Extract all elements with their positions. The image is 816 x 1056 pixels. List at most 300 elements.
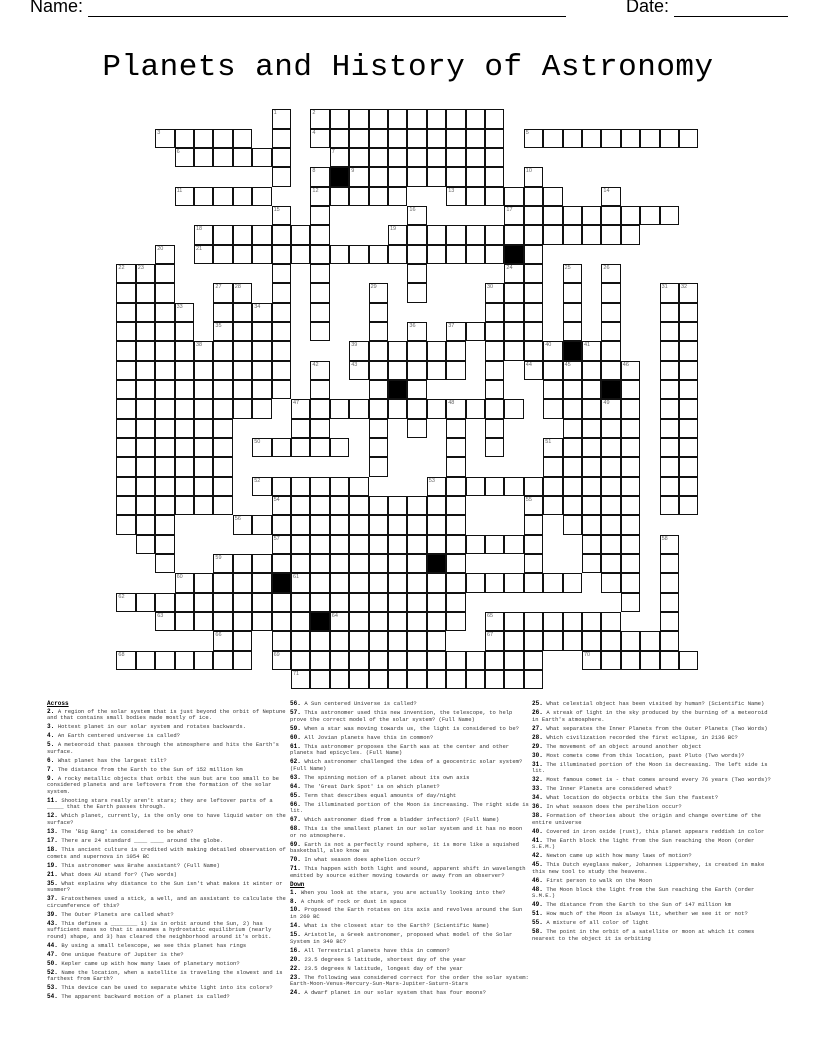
grid-cell[interactable] [466,322,485,341]
grid-cell[interactable] [136,438,155,457]
grid-cell[interactable] [213,457,232,476]
grid-cell[interactable] [485,148,504,167]
grid-cell[interactable] [291,515,310,534]
grid-cell[interactable] [524,515,543,534]
grid-cell[interactable] [213,361,232,380]
grid-cell[interactable] [213,341,232,360]
grid-cell[interactable] [194,651,213,670]
grid-cell[interactable] [291,419,310,438]
grid-cell[interactable] [155,535,174,554]
grid-cell[interactable] [563,206,582,225]
grid-cell[interactable] [446,109,465,128]
grid-cell[interactable] [582,515,601,534]
grid-cell[interactable] [582,631,601,650]
grid-cell[interactable] [272,593,291,612]
grid-cell[interactable] [504,264,523,283]
grid-cell[interactable] [310,129,329,148]
grid-cell[interactable] [252,554,271,573]
grid-cell[interactable] [582,496,601,515]
grid-cell[interactable] [213,225,232,244]
grid-cell[interactable] [330,593,349,612]
grid-cell[interactable] [233,245,252,264]
grid-cell[interactable] [407,341,426,360]
grid-cell[interactable] [563,129,582,148]
grid-cell[interactable] [660,612,679,631]
grid-cell[interactable] [427,651,446,670]
grid-cell[interactable] [213,573,232,592]
grid-cell[interactable] [621,206,640,225]
grid-cell[interactable] [504,225,523,244]
grid-cell[interactable] [660,631,679,650]
grid-cell[interactable] [310,322,329,341]
grid-cell[interactable] [485,283,504,302]
grid-cell[interactable] [233,651,252,670]
grid-cell[interactable] [194,148,213,167]
grid-cell[interactable] [407,322,426,341]
grid-cell[interactable] [233,303,252,322]
grid-cell[interactable] [485,245,504,264]
grid-cell[interactable] [621,631,640,650]
grid-cell[interactable] [175,322,194,341]
grid-cell[interactable] [349,515,368,534]
grid-cell[interactable] [388,670,407,689]
grid-cell[interactable] [233,322,252,341]
grid-cell[interactable] [621,419,640,438]
grid-cell[interactable] [349,245,368,264]
grid-cell[interactable] [310,380,329,399]
grid-cell[interactable] [427,593,446,612]
grid-cell[interactable] [369,399,388,418]
grid-cell[interactable] [175,593,194,612]
grid-cell[interactable] [213,380,232,399]
grid-cell[interactable] [291,612,310,631]
grid-cell[interactable] [330,554,349,573]
grid-cell[interactable] [272,651,291,670]
grid-cell[interactable] [330,129,349,148]
grid-cell[interactable] [427,245,446,264]
grid-cell[interactable] [485,477,504,496]
grid-cell[interactable] [310,438,329,457]
grid-cell[interactable] [504,399,523,418]
grid-cell[interactable] [155,283,174,302]
grid-cell[interactable] [446,573,465,592]
grid-cell[interactable] [310,167,329,186]
grid-cell[interactable] [524,535,543,554]
grid-cell[interactable] [155,593,174,612]
grid-cell[interactable] [446,477,465,496]
grid-cell[interactable] [369,438,388,457]
grid-cell[interactable] [194,573,213,592]
grid-cell[interactable] [679,477,698,496]
grid-cell[interactable] [563,612,582,631]
grid-cell[interactable] [446,438,465,457]
grid-cell[interactable] [194,245,213,264]
grid-cell[interactable] [369,167,388,186]
grid-cell[interactable] [621,573,640,592]
grid-cell[interactable] [349,148,368,167]
grid-cell[interactable] [582,419,601,438]
grid-cell[interactable] [175,438,194,457]
grid-cell[interactable] [427,573,446,592]
grid-cell[interactable] [349,573,368,592]
grid-cell[interactable] [116,457,135,476]
grid-cell[interactable] [349,399,368,418]
grid-cell[interactable] [388,554,407,573]
grid-cell[interactable] [272,515,291,534]
grid-cell[interactable] [543,612,562,631]
grid-cell[interactable] [233,631,252,650]
grid-cell[interactable] [369,109,388,128]
grid-cell[interactable] [155,477,174,496]
grid-cell[interactable] [388,612,407,631]
grid-cell[interactable] [485,535,504,554]
grid-cell[interactable] [640,631,659,650]
grid-cell[interactable] [369,341,388,360]
grid-cell[interactable] [582,380,601,399]
grid-cell[interactable] [466,573,485,592]
grid-cell[interactable] [291,245,310,264]
grid-cell[interactable] [679,399,698,418]
grid-cell[interactable] [310,573,329,592]
grid-cell[interactable] [563,496,582,515]
grid-cell[interactable] [136,496,155,515]
grid-cell[interactable] [504,341,523,360]
grid-cell[interactable] [660,283,679,302]
grid-cell[interactable] [504,477,523,496]
grid-cell[interactable] [563,477,582,496]
grid-cell[interactable] [291,477,310,496]
grid-cell[interactable] [194,438,213,457]
grid-cell[interactable] [485,361,504,380]
grid-cell[interactable] [407,612,426,631]
grid-cell[interactable] [291,496,310,515]
grid-cell[interactable] [272,631,291,650]
grid-cell[interactable] [233,593,252,612]
grid-cell[interactable] [563,515,582,534]
grid-cell[interactable] [504,187,523,206]
grid-cell[interactable] [524,573,543,592]
grid-cell[interactable] [543,187,562,206]
grid-cell[interactable] [582,361,601,380]
grid-cell[interactable] [407,419,426,438]
grid-cell[interactable] [252,303,271,322]
grid-cell[interactable] [601,612,620,631]
grid-cell[interactable] [485,341,504,360]
grid-cell[interactable] [446,245,465,264]
grid-cell[interactable] [291,573,310,592]
grid-cell[interactable] [213,651,232,670]
grid-cell[interactable] [330,148,349,167]
grid-cell[interactable] [543,457,562,476]
grid-cell[interactable] [660,361,679,380]
grid-cell[interactable] [349,554,368,573]
grid-cell[interactable] [175,457,194,476]
grid-cell[interactable] [466,245,485,264]
grid-cell[interactable] [233,554,252,573]
grid-cell[interactable] [213,148,232,167]
grid-cell[interactable] [252,438,271,457]
grid-cell[interactable] [543,341,562,360]
grid-cell[interactable] [213,419,232,438]
grid-cell[interactable] [407,515,426,534]
grid-cell[interactable] [233,148,252,167]
grid-cell[interactable] [388,225,407,244]
grid-cell[interactable] [349,167,368,186]
grid-cell[interactable] [601,573,620,592]
grid-cell[interactable] [582,612,601,631]
grid-cell[interactable] [194,477,213,496]
grid-cell[interactable] [427,399,446,418]
grid-cell[interactable] [330,515,349,534]
grid-cell[interactable] [601,225,620,244]
grid-cell[interactable] [233,573,252,592]
grid-cell[interactable] [116,419,135,438]
grid-cell[interactable] [272,206,291,225]
grid-cell[interactable] [349,496,368,515]
grid-cell[interactable] [155,457,174,476]
grid-cell[interactable] [213,477,232,496]
grid-cell[interactable] [485,109,504,128]
grid-cell[interactable] [330,612,349,631]
grid-cell[interactable] [388,245,407,264]
grid-cell[interactable] [194,419,213,438]
grid-cell[interactable] [407,245,426,264]
grid-cell[interactable] [272,361,291,380]
grid-cell[interactable] [330,245,349,264]
grid-cell[interactable] [388,167,407,186]
grid-cell[interactable] [388,187,407,206]
grid-cell[interactable] [349,612,368,631]
grid-cell[interactable] [601,341,620,360]
grid-cell[interactable] [563,225,582,244]
grid-cell[interactable] [272,612,291,631]
grid-cell[interactable] [388,496,407,515]
grid-cell[interactable] [116,399,135,418]
grid-cell[interactable] [175,612,194,631]
grid-cell[interactable] [427,129,446,148]
grid-cell[interactable] [369,515,388,534]
grid-cell[interactable] [485,670,504,689]
grid-cell[interactable] [427,361,446,380]
grid-cell[interactable] [272,303,291,322]
grid-cell[interactable] [272,167,291,186]
grid-cell[interactable] [310,631,329,650]
grid-cell[interactable] [330,535,349,554]
grid-cell[interactable] [310,477,329,496]
grid-cell[interactable] [155,264,174,283]
grid-cell[interactable] [446,148,465,167]
grid-cell[interactable] [252,515,271,534]
grid-cell[interactable] [155,612,174,631]
grid-cell[interactable] [582,129,601,148]
grid-cell[interactable] [563,380,582,399]
grid-cell[interactable] [446,341,465,360]
grid-cell[interactable] [543,496,562,515]
grid-cell[interactable] [310,361,329,380]
grid-cell[interactable] [621,399,640,418]
grid-cell[interactable] [640,129,659,148]
grid-cell[interactable] [175,187,194,206]
grid-cell[interactable] [349,670,368,689]
grid-cell[interactable] [136,264,155,283]
grid-cell[interactable] [194,129,213,148]
grid-cell[interactable] [621,651,640,670]
grid-cell[interactable] [660,380,679,399]
grid-cell[interactable] [466,651,485,670]
grid-cell[interactable] [388,535,407,554]
grid-cell[interactable] [427,612,446,631]
grid-cell[interactable] [330,477,349,496]
grid-cell[interactable] [640,651,659,670]
grid-cell[interactable] [446,651,465,670]
grid-cell[interactable] [116,477,135,496]
grid-cell[interactable] [485,651,504,670]
grid-cell[interactable] [621,380,640,399]
grid-cell[interactable] [369,283,388,302]
grid-cell[interactable] [194,399,213,418]
grid-cell[interactable] [388,109,407,128]
grid-cell[interactable] [407,206,426,225]
grid-cell[interactable] [369,419,388,438]
grid-cell[interactable] [427,477,446,496]
grid-cell[interactable] [427,515,446,534]
grid-cell[interactable] [349,109,368,128]
grid-cell[interactable] [660,477,679,496]
grid-cell[interactable] [252,187,271,206]
grid-cell[interactable] [213,187,232,206]
grid-cell[interactable] [175,651,194,670]
grid-cell[interactable] [466,535,485,554]
grid-cell[interactable] [155,554,174,573]
grid-cell[interactable] [349,187,368,206]
grid-cell[interactable] [349,593,368,612]
grid-cell[interactable] [291,670,310,689]
grid-cell[interactable] [349,631,368,650]
grid-cell[interactable] [504,670,523,689]
grid-cell[interactable] [194,341,213,360]
grid-cell[interactable] [524,477,543,496]
grid-cell[interactable] [524,651,543,670]
grid-cell[interactable] [485,322,504,341]
grid-cell[interactable] [388,631,407,650]
grid-cell[interactable] [272,535,291,554]
grid-cell[interactable] [349,361,368,380]
grid-cell[interactable] [175,380,194,399]
grid-cell[interactable] [136,515,155,534]
grid-cell[interactable] [369,651,388,670]
grid-cell[interactable] [446,361,465,380]
grid-cell[interactable] [601,515,620,534]
grid-cell[interactable] [194,361,213,380]
grid-cell[interactable] [175,399,194,418]
grid-cell[interactable] [310,109,329,128]
grid-cell[interactable] [310,303,329,322]
grid-cell[interactable] [310,283,329,302]
grid-cell[interactable] [660,419,679,438]
grid-cell[interactable] [485,225,504,244]
grid-cell[interactable] [407,380,426,399]
grid-cell[interactable] [601,129,620,148]
grid-cell[interactable] [407,283,426,302]
grid-cell[interactable] [485,438,504,457]
grid-cell[interactable] [407,129,426,148]
grid-cell[interactable] [194,612,213,631]
grid-cell[interactable] [524,341,543,360]
grid-cell[interactable] [524,129,543,148]
grid-cell[interactable] [543,573,562,592]
grid-cell[interactable] [310,187,329,206]
grid-cell[interactable] [136,303,155,322]
grid-cell[interactable] [310,651,329,670]
grid-cell[interactable] [407,670,426,689]
grid-cell[interactable] [582,206,601,225]
grid-cell[interactable] [116,438,135,457]
grid-cell[interactable] [252,477,271,496]
grid-cell[interactable] [330,651,349,670]
grid-cell[interactable] [155,515,174,534]
grid-cell[interactable] [116,496,135,515]
grid-cell[interactable] [446,167,465,186]
grid-cell[interactable] [194,457,213,476]
grid-cell[interactable] [330,109,349,128]
grid-cell[interactable] [407,631,426,650]
grid-cell[interactable] [407,554,426,573]
grid-cell[interactable] [582,554,601,573]
grid-cell[interactable] [252,380,271,399]
grid-cell[interactable] [660,573,679,592]
grid-cell[interactable] [660,438,679,457]
grid-cell[interactable] [582,535,601,554]
grid-cell[interactable] [524,670,543,689]
grid-cell[interactable] [407,148,426,167]
grid-cell[interactable] [175,341,194,360]
grid-cell[interactable] [252,341,271,360]
grid-cell[interactable] [291,554,310,573]
grid-cell[interactable] [407,399,426,418]
grid-cell[interactable] [466,167,485,186]
grid-cell[interactable] [310,593,329,612]
grid-cell[interactable] [407,573,426,592]
grid-cell[interactable] [563,322,582,341]
grid-cell[interactable] [621,535,640,554]
grid-cell[interactable] [272,129,291,148]
grid-cell[interactable] [388,129,407,148]
grid-cell[interactable] [679,322,698,341]
grid-cell[interactable] [524,245,543,264]
grid-cell[interactable] [601,457,620,476]
grid-cell[interactable] [252,399,271,418]
grid-cell[interactable] [272,438,291,457]
grid-cell[interactable] [660,457,679,476]
grid-cell[interactable] [233,129,252,148]
grid-cell[interactable] [601,264,620,283]
grid-cell[interactable] [233,399,252,418]
grid-cell[interactable] [427,109,446,128]
grid-cell[interactable] [524,283,543,302]
grid-cell[interactable] [213,129,232,148]
grid-cell[interactable] [582,477,601,496]
grid-cell[interactable] [272,341,291,360]
grid-cell[interactable] [116,322,135,341]
grid-cell[interactable] [621,225,640,244]
grid-cell[interactable] [116,651,135,670]
grid-cell[interactable] [310,554,329,573]
name-field[interactable] [30,0,566,17]
grid-cell[interactable] [233,612,252,631]
grid-cell[interactable] [407,651,426,670]
grid-cell[interactable] [601,477,620,496]
grid-cell[interactable] [446,322,465,341]
